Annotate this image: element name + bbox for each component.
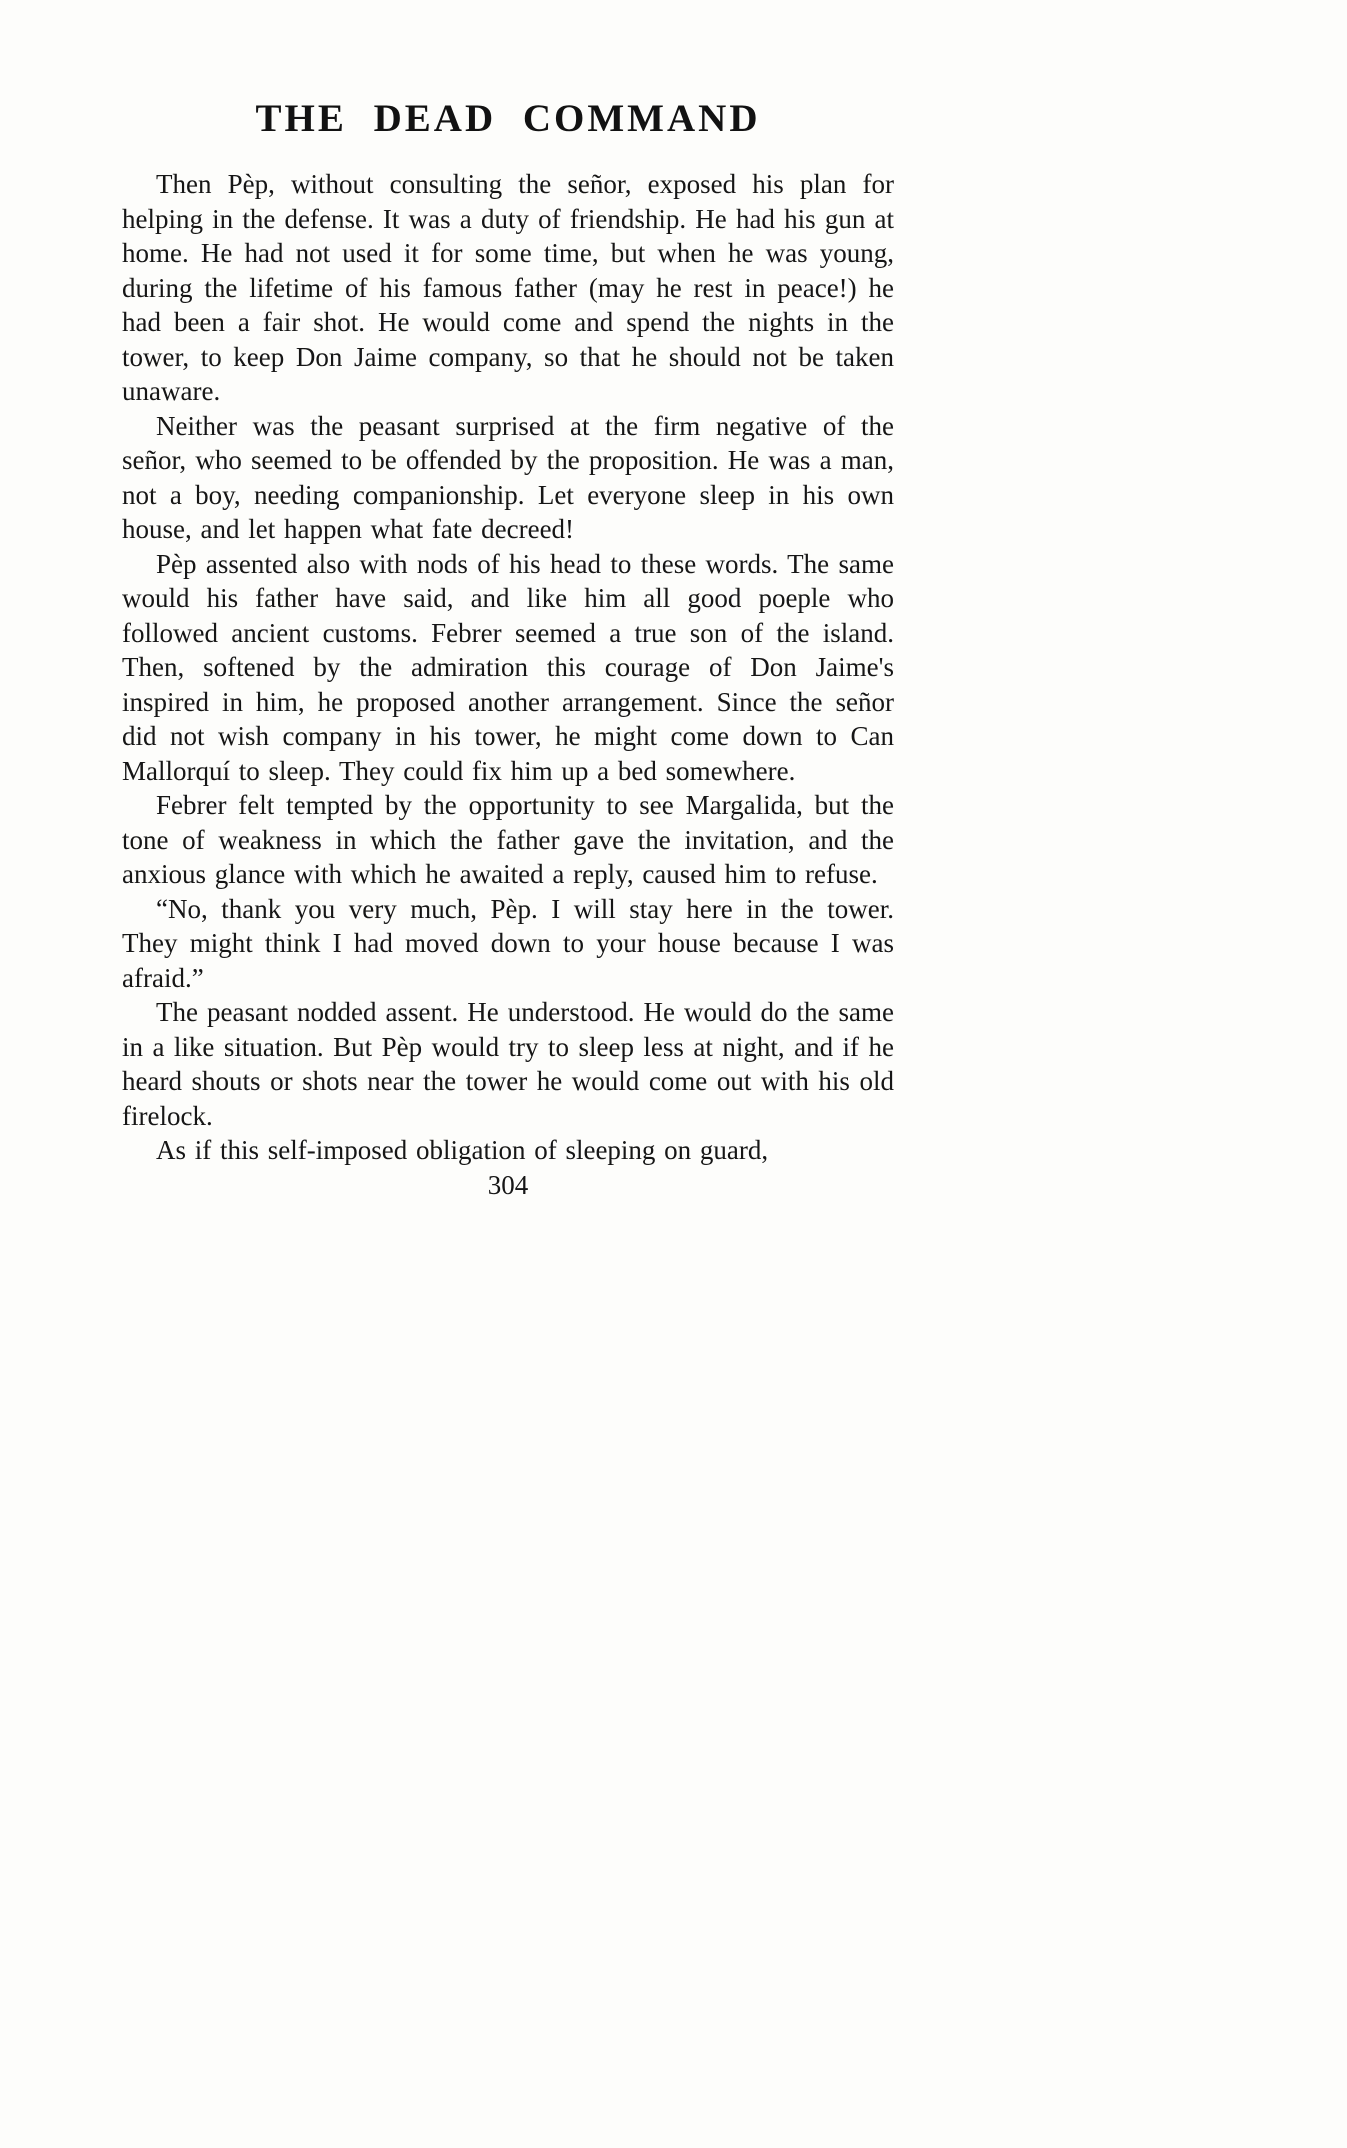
book-page xyxy=(122,96,894,1202)
paragraph: Pèp assented also with nods of his head to these words. The same would his father have said, and like him all good poeple who followed ancient customs. Febrer seemed a true son of the island. Then, softened by the admiration this courage of Don Jaime's inspired in him, he proposed another arrangement. Since the señor did not wish company in his tower, he might come down to Can Mallorquí to sleep. They could fix him up a bed somewhere. xyxy=(122,548,894,786)
paragraph: “No, thank you very much, Pèp. I will stay here in the tower. They might think I had moved down to your house because I was afraid.” xyxy=(122,893,894,993)
body-text xyxy=(122,167,894,1168)
paragraph: Febrer felt tempted by the opportunity to see Margalida, but the tone of weakness in which the father gave the invitation, and the anxious glance with which he awaited a reply, caused him to refuse. xyxy=(122,790,894,889)
paragraph: Neither was the peasant surprised at the firm negative of the señor, who seemed to be offended by the proposition. He was a man, not a boy, needing companionship. Let everyone sleep in his own house, and let happen what fate decreed! xyxy=(122,410,894,544)
page-title: THE DEAD COMMAND xyxy=(255,97,761,140)
page-number: 304 xyxy=(487,1169,529,1200)
paragraph: As if this self-imposed obligation of sleeping on guard, xyxy=(156,1135,769,1165)
paragraph: The peasant nodded assent. He understood. He would do the same in a like situation. But Pèp would try to sleep less at night, and if he heard shouts or shots near the tower he would come out with his old firelock. xyxy=(122,997,894,1131)
paragraph: Then Pèp, without consulting the señor, exposed his plan for helping in the defense. It was a duty of friendship. He had his gun at home. He had not used it for some time, but when he was young, during the lifetime of his famous father (may he rest in peace!) he had been a fair shot. He would come and spend the nights in the tower, to keep Don Jaime company, so that he should not be taken unaware. xyxy=(122,169,894,406)
